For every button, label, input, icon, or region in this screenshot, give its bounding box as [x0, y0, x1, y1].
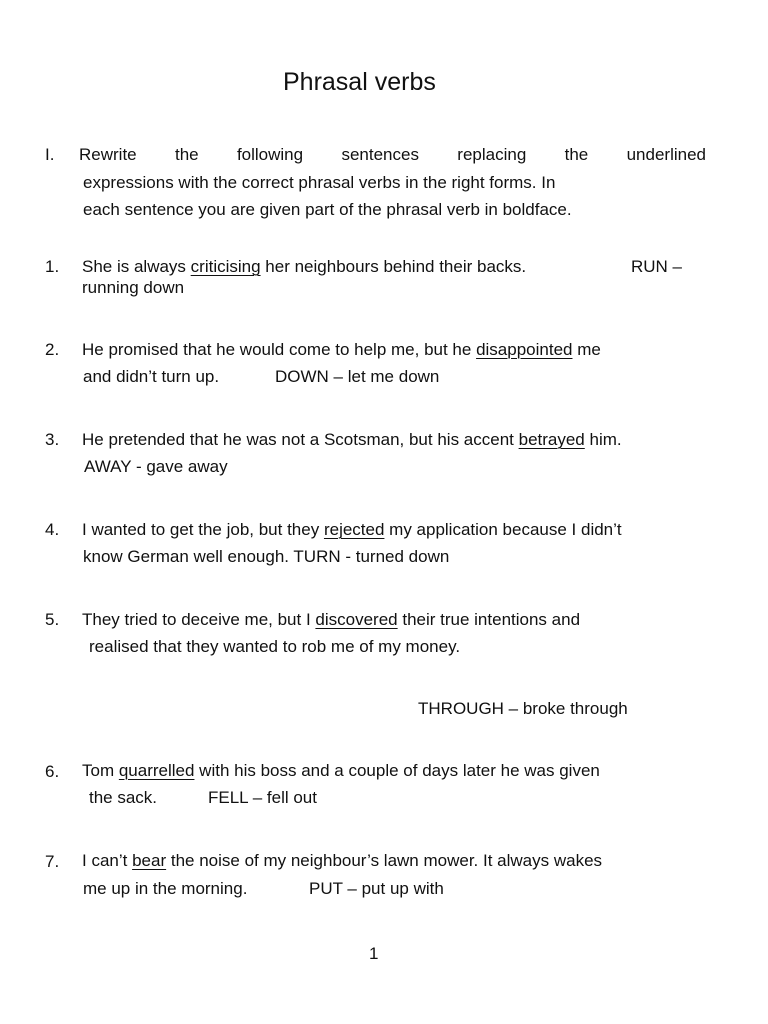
item-number: 2.	[45, 340, 60, 359]
item-number: 4.	[45, 520, 60, 539]
item-sentence-continued: the sack.	[89, 788, 158, 807]
item-sentence-continued: me up in the morning.	[83, 879, 248, 898]
item-keyword: THROUGH – broke through	[418, 699, 628, 718]
instructions-line-3: each sentence you are given part of the phrasal verb in boldface.	[83, 200, 572, 219]
sentence-text: him.	[584, 430, 622, 449]
item-keyword: AWAY - gave away	[84, 457, 228, 476]
page-title: Phrasal verbs	[283, 68, 436, 96]
item-sentence	[82, 851, 602, 871]
item-keyword: DOWN – let me down	[275, 367, 440, 386]
sentence-text: me	[572, 340, 601, 359]
item-sentence-continued: know German well enough. TURN - turned down	[83, 547, 450, 566]
item-keyword: PUT – put up with	[309, 879, 444, 898]
sentence-text: I wanted to get the job, but they	[82, 520, 324, 539]
sentence-text: with his boss and a couple of days later he was given	[194, 761, 600, 780]
underlined-expression: discovered	[315, 610, 398, 629]
item-keyword: RUN –	[631, 257, 683, 276]
item-sentence	[82, 430, 622, 450]
sentence-text: He promised that he would come to help me, but he	[82, 340, 477, 359]
item-sentence	[82, 761, 600, 781]
item-sentence	[82, 520, 622, 540]
sentence-text: her neighbours behind their backs.	[260, 257, 527, 276]
underlined-expression: quarrelled	[118, 761, 195, 780]
instructions-marker: I.	[45, 145, 55, 164]
underlined-expression: bear	[132, 851, 167, 870]
underlined-expression: disappointed	[476, 340, 573, 359]
item-sentence	[82, 340, 601, 360]
item-answer: running down	[82, 278, 185, 297]
instructions-line-1: Rewrite the following sentences replacing the underlined	[79, 145, 706, 164]
sentence-text: their true intentions and	[397, 610, 581, 629]
item-number: 6.	[45, 762, 60, 781]
underlined-expression: betrayed	[518, 430, 585, 449]
sentence-text: my application because I didn’t	[384, 520, 622, 539]
sentence-text: the noise of my neighbour’s lawn mower. It always wakes	[166, 851, 603, 870]
underlined-expression: criticising	[190, 257, 261, 276]
sentence-text: He pretended that he was not a Scotsman, but his accent	[82, 430, 519, 449]
item-sentence-continued: and didn’t turn up.	[83, 367, 220, 386]
item-number: 3.	[45, 430, 60, 449]
sentence-text: She is always	[82, 257, 191, 276]
item-number: 7.	[45, 852, 60, 871]
sentence-text: They tried to deceive me, but I	[82, 610, 316, 629]
page-number: 1	[369, 944, 379, 963]
sentence-text: I can’t	[82, 851, 133, 870]
instructions-line-2: expressions with the correct phrasal verbs in the right forms. In	[83, 173, 556, 192]
sentence-text: Tom	[82, 761, 119, 780]
item-number: 1.	[45, 257, 60, 276]
item-sentence-continued: realised that they wanted to rob me of my money.	[89, 637, 461, 656]
underlined-expression: rejected	[323, 520, 385, 539]
item-number: 5.	[45, 610, 60, 629]
item-keyword: FELL – fell out	[208, 788, 317, 807]
item-sentence	[82, 257, 526, 277]
item-sentence	[82, 610, 580, 630]
